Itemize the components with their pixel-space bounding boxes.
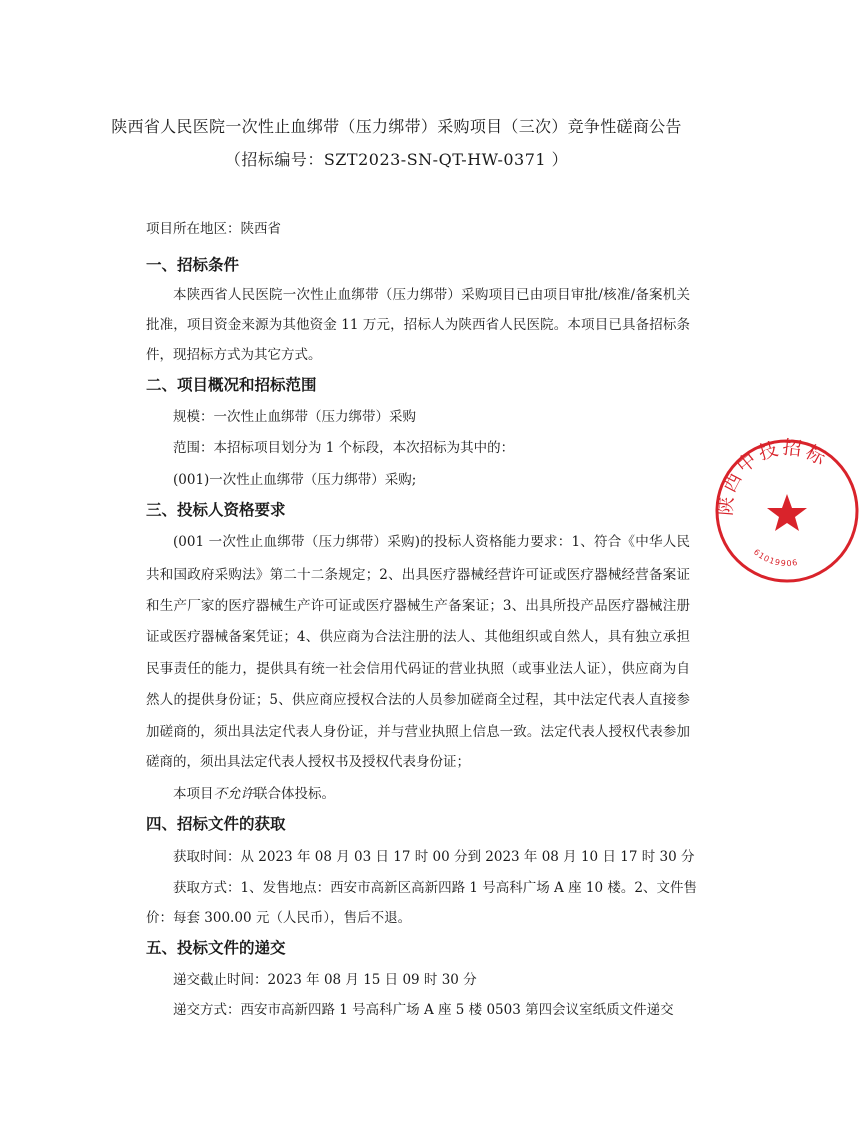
seal-number: 61019906 (751, 547, 800, 569)
document-title: 陕西省人民医院一次性止血绑带（压力绑带）采购项目（三次）竞争性磋商公告 (111, 117, 682, 136)
svg-text:陕西中技招标 (714, 437, 831, 517)
paragraph-line: 递交方式：西安市高新四路 1 号高科广场 A 座 5 楼 0503 第四会议室纸质文件递交 (173, 1002, 674, 1018)
paragraph-line: (001)一次性止血绑带（压力绑带）采购; (173, 472, 417, 488)
consortium-suffix: 联合体投标。 (254, 786, 335, 802)
project-region: 项目所在地区：陕西省 (146, 221, 281, 237)
consortium-prefix: 本项目 (173, 786, 214, 802)
paragraph-line: 然人的提供身份证；5、供应商应授权合法的人员参加磋商全过程，其中法定代表人直接参 (146, 692, 690, 708)
paragraph-line: 规模：一次性止血绑带（压力绑带）采购 (173, 409, 416, 425)
paragraph-line: 磋商的，须出具法定代表人授权书及授权代表身份证； (146, 754, 470, 770)
paragraph-line: (001 一次性止血绑带（压力绑带）采购)的投标人资格能力要求：1、符合《中华人民 (173, 534, 690, 550)
seal-text: 陕西中技招标 (714, 436, 832, 517)
paragraph-line: 证或医疗器械备案凭证；4、供应商为合法注册的法人、其他组织或自然人，具有独立承担 (146, 629, 690, 645)
paragraph-line: 件，现招标方式为其它方式。 (146, 347, 322, 363)
paragraph-line: 加磋商的，须出具法定代表人身份证，并与营业执照上信息一致。法定代表人授权代表参加 (146, 724, 690, 740)
paragraph-line: 和生产厂家的医疗器械生产许可证或医疗器械生产备案证；3、出具所投产品医疗器械注册 (146, 598, 690, 614)
consortium-not-allowed: 不允许 (213, 786, 254, 802)
paragraph-line: 获取时间：从 2023 年 08 月 03 日 17 时 00 分到 2023 年 08 月 10 日 17 时 30 分 (173, 849, 695, 865)
paragraph-line: 民事责任的能力，提供具有统一社会信用代码证的营业执照（或事业法人证），供应商为自 (146, 661, 690, 677)
paragraph-line: 批准，项目资金来源为其他资金 11 万元，招标人为陕西省人民医院。本项目已具备招标条 (146, 317, 690, 333)
section-heading-4: 四、招标文件的获取 (146, 815, 286, 833)
seal-stamp (712, 436, 862, 586)
paragraph-line: 价：每套 300.00 元（人民币），售后不退。 (146, 910, 412, 926)
tender-number: （招标编号：SZT2023-SN-QT-HW-0371 ） (224, 150, 569, 169)
seal-ring (717, 441, 857, 581)
consortium-statement (173, 784, 335, 804)
section-heading-3: 三、投标人资格要求 (146, 501, 286, 519)
paragraph-line: 递交截止时间：2023 年 08 月 15 日 09 时 30 分 (173, 972, 477, 988)
section-heading-1: 一、招标条件 (146, 256, 240, 274)
seal-star-icon (767, 494, 807, 531)
paragraph-line: 范围：本招标项目划分为 1 个标段，本次招标为其中的： (173, 440, 515, 456)
section-heading-5: 五、投标文件的递交 (146, 939, 286, 957)
paragraph-line: 本陕西省人民医院一次性止血绑带（压力绑带）采购项目已由项目审批/核准/备案机关 (173, 287, 690, 303)
paragraph-line: 获取方式：1、发售地点：西安市高新区高新四路 1 号高科广场 A 座 10 楼。2、文件售 (173, 880, 697, 896)
paragraph-line: 共和国政府采购法》第二十二条规定；2、出具医疗器械经营许可证或医疗器械经营备案证 (146, 567, 690, 583)
section-heading-2: 二、项目概况和招标范围 (146, 376, 317, 394)
svg-text:61019906 (752, 547, 799, 568)
